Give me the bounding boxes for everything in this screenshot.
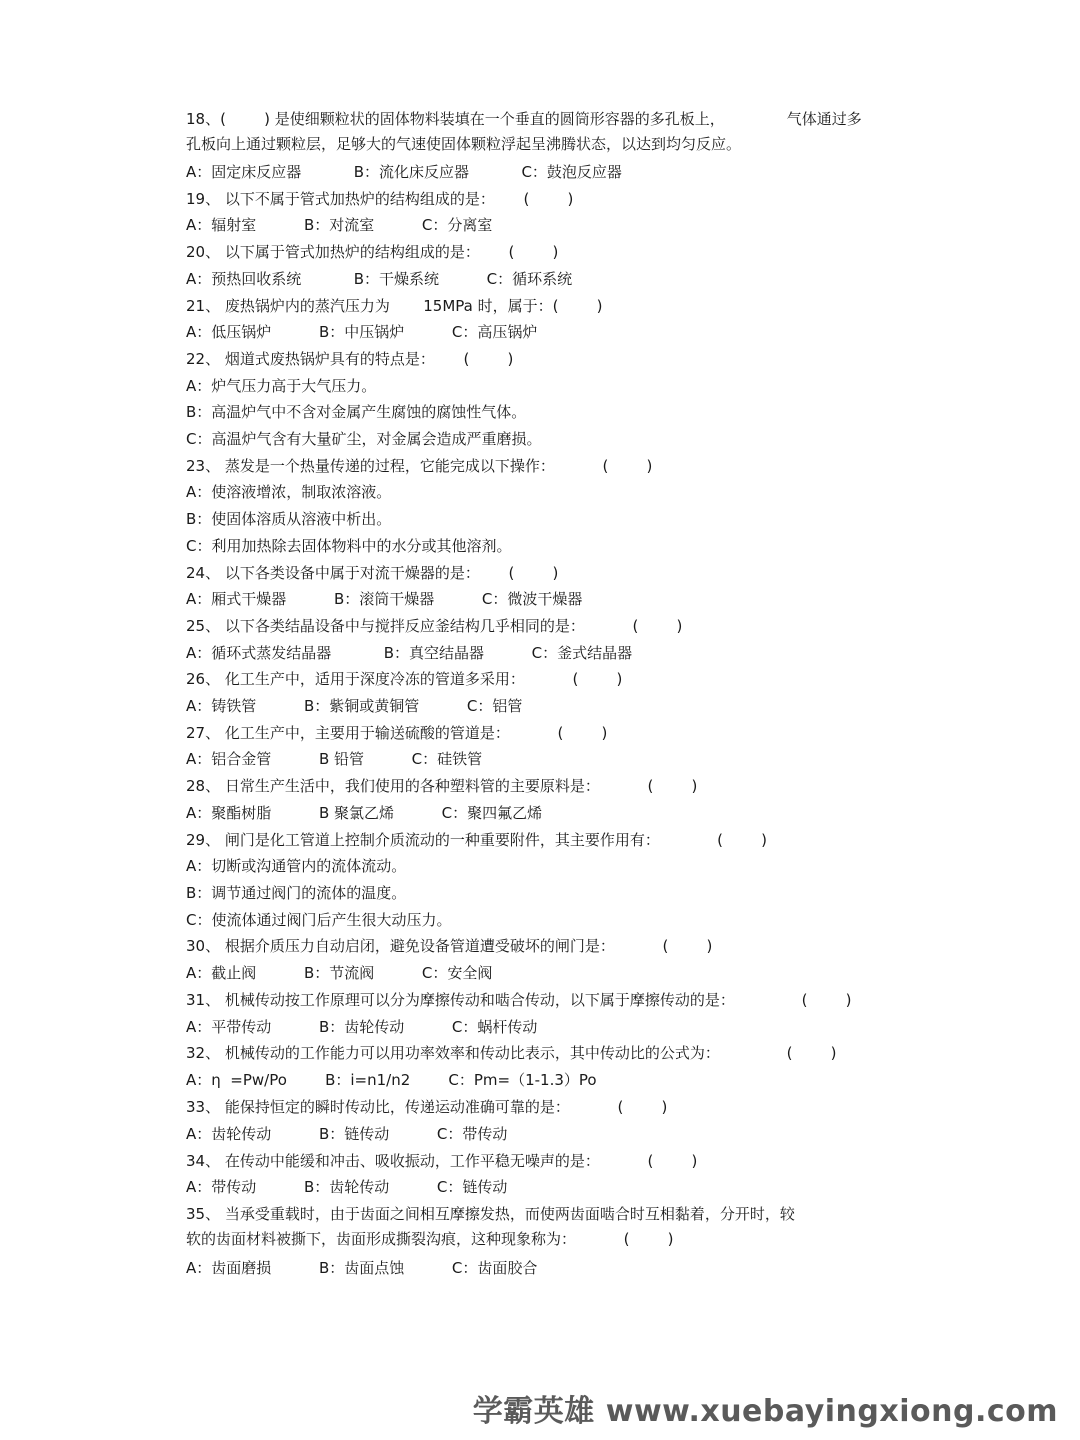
text-line: 23、 蒸发是一个热量传递的过程，它能完成以下操作： ( )	[186, 457, 653, 475]
text-line: 21、 废热锅炉内的蒸汽压力为 15MPa 时，属于：( )	[186, 297, 603, 315]
text-line: 24、 以下各类设备中属于对流干燥器的是： ( )	[186, 564, 559, 582]
text-line: 27、 化工生产中，主要用于输送硫酸的管道是： ( )	[186, 724, 608, 742]
text-line: A：截止阀 B：节流阀 C：安全阀	[186, 964, 493, 982]
text-line: A：固定床反应器 B：流化床反应器 C：鼓泡反应器	[186, 163, 622, 181]
text-line: A：炉气压力高于大气压力。	[186, 377, 377, 395]
text-line: C：使流体通过阀门后产生很大动压力。	[186, 911, 452, 929]
text-line: 18、( ) 是使细颗粒状的固体物料装填在一个垂直的圆筒形容器的多孔板上， 气体通过多	[186, 110, 862, 128]
text-line: A：齿面磨损 B：齿面点蚀 C：齿面胶合	[186, 1259, 538, 1277]
text-line: 35、 当承受重载时，由于齿面之间相互摩擦发热，而使两齿面啮合时互相黏着，分开时，较	[186, 1205, 795, 1223]
text-line: A：带传动 B：齿轮传动 C：链传动	[186, 1178, 508, 1196]
text-line: 软的齿面材料被撕下，齿面形成撕裂沟痕，这种现象称为： ( )	[186, 1230, 674, 1248]
text-line: A：η =Pw/Po B：i=n1/n2 C：Pm=（1-1.3）Po	[186, 1071, 597, 1089]
text-line: A：低压锅炉 B：中压锅炉 C：高压锅炉	[186, 323, 538, 341]
text-line: 29、 闸门是化工管道上控制介质流动的一种重要附件，其主要作用有： ( )	[186, 831, 767, 849]
text-line: 33、 能保持恒定的瞬时传动比，传递运动准确可靠的是： ( )	[186, 1098, 668, 1116]
text-line: 26、 化工生产中，适用于深度冷冻的管道多采用： ( )	[186, 670, 623, 688]
text-line: 28、 日常生产生活中，我们使用的各种塑料管的主要原料是： ( )	[186, 777, 698, 795]
text-line: 32、 机械传动的工作能力可以用功率效率和传动比表示，其中传动比的公式为： ( )	[186, 1044, 837, 1062]
text-line: A：齿轮传动 B：链传动 C：带传动	[186, 1125, 508, 1143]
text-line: A：厢式干燥器 B：滚筒干燥器 C：微波干燥器	[186, 590, 583, 608]
text-line: 22、 烟道式废热锅炉具有的特点是： ( )	[186, 350, 514, 368]
text-line: A：切断或沟通管内的流体流动。	[186, 857, 407, 875]
text-line: B：调节通过阀门的流体的温度。	[186, 884, 407, 902]
text-line: 孔板向上通过颗粒层，足够大的气速使固体颗粒浮起呈沸腾状态，以达到均匀反应。	[186, 135, 742, 153]
text-line: C：高温炉气含有大量矿尘，对金属会造成严重磨损。	[186, 430, 542, 448]
text-line: C：利用加热除去固体物料中的水分或其他溶剂。	[186, 537, 512, 555]
text-line: 20、 以下属于管式加热炉的结构组成的是： ( )	[186, 243, 559, 261]
text-line: A：铝合金管 B 铅管 C：硅铁管	[186, 750, 483, 768]
text-line: B：高温炉气中不含对金属产生腐蚀的腐蚀性气体。	[186, 403, 527, 421]
watermark: 学霸英雄 www.xuebayingxiong.com	[472, 1394, 1058, 1429]
text-line: 19、 以下不属于管式加热炉的结构组成的是： ( )	[186, 190, 574, 208]
text-line: A：循环式蒸发结晶器 B：真空结晶器 C：釜式结晶器	[186, 644, 633, 662]
text-line: B：使固体溶质从溶液中析出。	[186, 510, 392, 528]
text-line: 25、 以下各类结晶设备中与搅拌反应釜结构几乎相同的是： ( )	[186, 617, 683, 635]
text-line: 34、 在传动中能缓和冲击、吸收振动，工作平稳无噪声的是： ( )	[186, 1152, 698, 1170]
text-line: A：使溶液增浓，制取浓溶液。	[186, 483, 392, 501]
text-line: 30、 根据介质压力自动启闭，避免设备管道遭受破坏的闸门是： ( )	[186, 937, 713, 955]
text-line: A：聚酯树脂 B 聚氯乙烯 C：聚四氟乙烯	[186, 804, 543, 822]
text-line: A：平带传动 B：齿轮传动 C：蜗杆传动	[186, 1018, 538, 1036]
text-line: A：铸铁管 B：紫铜或黄铜管 C：铝管	[186, 697, 523, 715]
text-line: A：预热回收系统 B：干燥系统 C：循环系统	[186, 270, 573, 288]
text-line: 31、 机械传动按工作原理可以分为摩擦传动和啮合传动，以下属于摩擦传动的是： ( )	[186, 991, 852, 1009]
text-line: A：辐射室 B：对流室 C：分离室	[186, 216, 493, 234]
